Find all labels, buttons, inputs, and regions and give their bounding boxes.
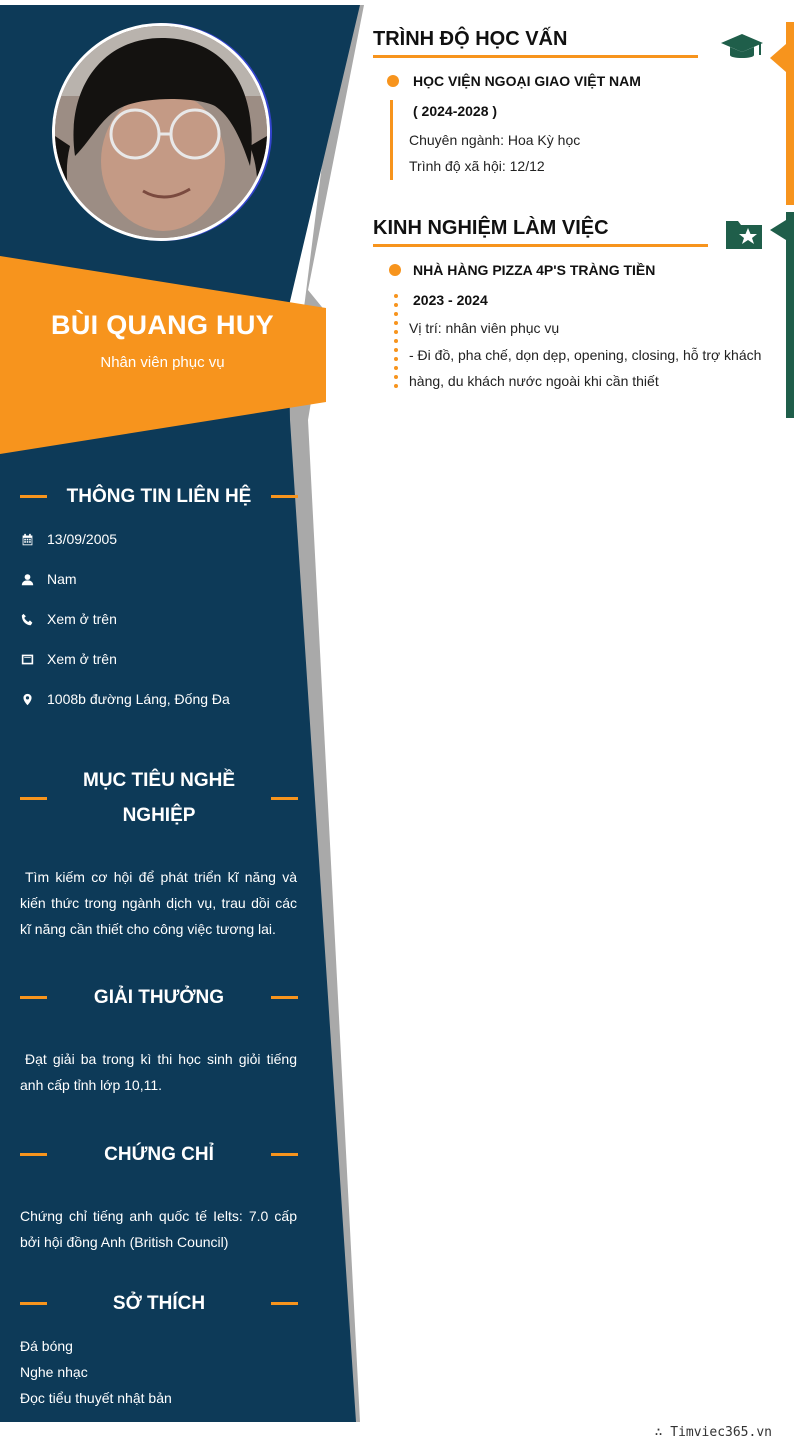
contact-birthdate-value: 13/09/2005 <box>47 531 118 547</box>
location-icon <box>20 692 34 706</box>
email-icon <box>20 652 34 666</box>
objective-heading-line1: MỤC TIÊU NGHỀ <box>83 770 235 791</box>
heading-dash-left <box>20 1302 47 1305</box>
contact-phone-value: Xem ở trên <box>47 611 117 627</box>
awards-heading-text: GIẢI THƯỞNG <box>93 987 225 1008</box>
timeline-dot <box>387 75 399 87</box>
job-title: Nhân viên phục vụ <box>100 354 225 371</box>
avatar-portrait <box>55 26 267 238</box>
heading-dash-right <box>271 495 298 498</box>
awards-heading <box>20 980 298 1015</box>
heading-dash-left <box>20 1153 47 1156</box>
footer-brand: ∴ Timviec365.vn <box>654 1425 772 1440</box>
certificates-heading-text: CHỨNG CHỈ <box>104 1144 214 1165</box>
education-major: Chuyên ngành: Hoa Kỳ học <box>409 132 581 148</box>
graduation-cap-icon <box>720 32 764 69</box>
timeline-dot <box>389 264 401 276</box>
objective-heading-text <box>47 763 271 833</box>
education-school: HỌC VIỆN NGOẠI GIAO VIỆT NAM <box>413 73 641 89</box>
avatar <box>52 23 270 241</box>
hobby-item: Nghe nhạc <box>20 1364 88 1380</box>
contact-email-value: Xem ở trên <box>47 651 117 667</box>
certificates-text: Chứng chỉ tiếng anh quốc tế Ielts: 7.0 cấp bởi hội đồng Anh (British Council) <box>20 1208 297 1250</box>
certificates-heading <box>20 1137 298 1172</box>
contact-phone <box>20 611 300 627</box>
contact-heading <box>20 479 298 514</box>
heading-dash-left <box>20 495 47 498</box>
user-icon <box>20 572 34 586</box>
heading-dash-right <box>271 1302 298 1305</box>
experience-heading-underline <box>373 244 708 247</box>
heading-dash-left <box>20 996 47 999</box>
contact-email <box>20 651 300 667</box>
experience-position: Vị trí: nhân viên phục vụ <box>409 320 560 336</box>
contact-address-value: 1008b đường Láng, Đống Đa <box>47 691 230 707</box>
star-folder-icon <box>724 217 764 256</box>
experience-heading: KINH NGHIỆM LÀM VIỆC <box>373 217 609 239</box>
awards-text: Đạt giải ba trong kì thi học sinh giỏi tiếng anh cấp tỉnh lớp 10,11. <box>20 1051 297 1093</box>
objective-heading <box>20 763 298 833</box>
hobby-item: Đọc tiểu thuyết nhật bản <box>20 1390 172 1406</box>
experience-period: 2023 - 2024 <box>413 292 488 308</box>
hobbies-heading-text: SỞ THÍCH <box>112 1293 206 1314</box>
education-heading-underline <box>373 55 698 58</box>
objective-heading-line2: NGHIỆP <box>122 805 196 826</box>
contact-gender-value: Nam <box>47 571 77 587</box>
contact-address <box>20 691 300 707</box>
timeline-bar <box>390 100 393 180</box>
hobby-item: Đá bóng <box>20 1338 73 1354</box>
timeline-dotted-line <box>394 294 398 393</box>
heading-dash-right <box>271 797 298 800</box>
heading-dash-right <box>271 1153 298 1156</box>
contact-gender <box>20 571 300 587</box>
calendar-icon <box>20 532 34 546</box>
experience-description: - Đi đồ, pha chế, dọn dẹp, opening, closing, hỗ trợ khách hàng, du khách nước ngoài khi cần thiết <box>409 347 762 389</box>
contact-heading-text: THÔNG TIN LIÊN HỆ <box>66 486 252 507</box>
objective-text: Tìm kiếm cơ hội để phát triển kĩ năng và kiến thức trong ngành dịch vụ, trau dồi các kĩ năng cần thiết cho công việc tương lai. <box>20 869 297 937</box>
heading-dash-left <box>20 797 47 800</box>
candidate-name: BÙI QUANG HUY <box>51 310 274 340</box>
phone-icon <box>20 612 34 626</box>
heading-dash-right <box>271 996 298 999</box>
experience-company: NHÀ HÀNG PIZZA 4P'S TRÀNG TIỀN <box>413 262 656 278</box>
hobbies-heading <box>20 1286 298 1321</box>
contact-birthdate <box>20 531 300 547</box>
education-level: Trình độ xã hội: 12/12 <box>409 158 545 174</box>
education-heading: TRÌNH ĐỘ HỌC VẤN <box>373 28 568 50</box>
education-period: ( 2024-2028 ) <box>413 103 498 119</box>
